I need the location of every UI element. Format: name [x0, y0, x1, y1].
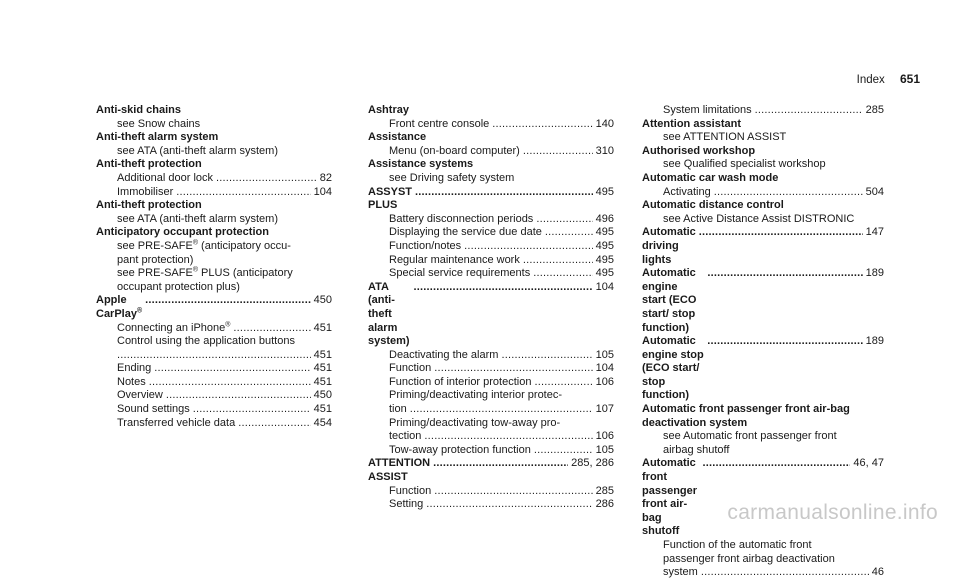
- subentry-text: tection: [389, 430, 422, 443]
- index-subentry: [642, 104, 884, 118]
- entry-title-text: Automatic engine start (ECO start/ stop function): [642, 267, 697, 334]
- leader-dots: [433, 457, 568, 471]
- page-header: [857, 72, 920, 86]
- index-entry-title: [642, 199, 884, 213]
- subentry-text: Function of the automatic front: [663, 539, 812, 551]
- index-subentry: [96, 254, 332, 268]
- entry-title-text: Attention assistant: [642, 117, 742, 130]
- subentry-text: see Qualified specialist workshop: [663, 158, 826, 171]
- page-reference[interactable]: 105: [595, 348, 614, 361]
- index-subentry: [642, 553, 884, 567]
- leader-dots: [492, 118, 592, 132]
- subentry-text: see ATA (anti-theft alarm system): [117, 212, 278, 225]
- entry-title-text: Anticipatory occupant protection: [96, 226, 269, 239]
- page-number: 651: [899, 72, 920, 86]
- leader-dots: [145, 294, 311, 308]
- index-subentry: [368, 172, 614, 186]
- index-subentry: [96, 145, 332, 159]
- entry-title-text: Automatic driving lights: [642, 226, 696, 266]
- page-reference[interactable]: 189: [865, 335, 884, 348]
- leader-dots: [501, 349, 592, 363]
- page-reference[interactable]: 82: [319, 171, 332, 184]
- index-subentry: [642, 430, 884, 444]
- index-subentry: [368, 118, 614, 132]
- page-reference[interactable]: 285: [595, 484, 614, 497]
- subentry-text: Transferred vehicle data: [117, 416, 236, 429]
- index-subentry: [642, 158, 884, 172]
- page-reference[interactable]: 495: [595, 239, 614, 252]
- index-subentry: [368, 226, 614, 240]
- index-subentry: [96, 362, 332, 376]
- leader-dots: [523, 145, 593, 159]
- page-reference[interactable]: 104: [595, 362, 614, 375]
- section-label: Index: [856, 74, 885, 86]
- entry-title-text: Automatic engine stop (ECO start/ stop function): [642, 335, 704, 402]
- index-entry-title: [642, 335, 884, 403]
- leader-dots: [176, 186, 310, 200]
- index-subentry: [96, 118, 332, 132]
- subentry-text: see Automatic front passenger front: [663, 430, 837, 443]
- index-subentry: [96, 322, 332, 336]
- index-entry-title: [642, 172, 884, 186]
- page-reference[interactable]: 496: [595, 212, 614, 225]
- index-subentry: [368, 240, 614, 254]
- page-reference[interactable]: 105: [595, 443, 614, 456]
- leader-dots: [216, 172, 317, 186]
- subentry-text: see PRE-SAFE® PLUS (anticipatory: [117, 266, 293, 280]
- leader-dots: [701, 566, 869, 580]
- index-column-1: [96, 104, 332, 430]
- leader-dots: [534, 376, 592, 390]
- entry-title-text: ASSYST PLUS: [368, 185, 413, 212]
- index-subentry: [368, 362, 614, 376]
- leader-dots: [117, 349, 311, 363]
- index-subentry: [368, 403, 614, 417]
- index-entry-title: [642, 145, 884, 159]
- page-reference[interactable]: 451: [313, 348, 332, 361]
- leader-dots: [413, 281, 592, 295]
- page-reference[interactable]: 107: [595, 403, 614, 416]
- index-entry-title: [368, 281, 614, 349]
- subentry-text: pant protection): [117, 253, 194, 266]
- leader-dots: [545, 226, 593, 240]
- subentry-text: Deactivating the alarm: [389, 348, 499, 361]
- subentry-text: Connecting an iPhone®: [117, 320, 231, 334]
- page-reference[interactable]: 189: [865, 267, 884, 280]
- leader-dots: [154, 362, 310, 376]
- leader-dots: [434, 485, 592, 499]
- page-reference[interactable]: 106: [595, 375, 614, 388]
- page-reference[interactable]: 285, 286: [571, 457, 614, 470]
- subentry-text: see Snow chains: [117, 117, 201, 130]
- subentry-text: Priming/deactivating tow-away pro-: [389, 416, 561, 429]
- index-subentry: [96, 281, 332, 295]
- subentry-text: Control using the application buttons: [117, 335, 295, 348]
- page-reference[interactable]: 140: [595, 117, 614, 130]
- entry-title-text: Anti-skid chains: [96, 104, 181, 116]
- index-entry-title: [96, 226, 332, 240]
- index-subentry: [368, 349, 614, 363]
- subentry-text: see ATA (anti-theft alarm system): [117, 144, 278, 157]
- index-subentry: [96, 335, 332, 349]
- subentry-text: Sound settings: [117, 403, 190, 416]
- index-entry-title: [96, 294, 332, 321]
- index-entry-title: [368, 131, 614, 145]
- index-subentry: [368, 254, 614, 268]
- index-entry-title: [96, 131, 332, 145]
- index-subentry: [96, 186, 332, 200]
- subentry-text: see Driving safety system: [389, 171, 515, 184]
- leader-dots: [415, 186, 593, 200]
- leader-dots: [410, 403, 593, 417]
- subentry-text: Notes: [117, 375, 146, 388]
- index-subentry: [642, 131, 884, 145]
- page-reference[interactable]: 106: [595, 430, 614, 443]
- index-entry-title: [368, 104, 614, 118]
- page-reference[interactable]: 147: [865, 226, 884, 239]
- index-entry-title: [368, 186, 614, 213]
- leader-dots: [755, 104, 863, 118]
- subentry-text: Regular maintenance work: [389, 253, 520, 266]
- index-entry-title: [642, 457, 884, 539]
- subentry-text: tion: [389, 403, 407, 416]
- subentry-text: see Active Distance Assist DISTRONIC: [663, 212, 855, 225]
- entry-title-text: Automatic car wash mode: [642, 171, 779, 184]
- leader-dots: [699, 226, 863, 240]
- leader-dots: [233, 322, 310, 336]
- subentry-text: Special service requirements: [389, 267, 531, 280]
- page-reference[interactable]: 286: [595, 498, 614, 511]
- index-subentry: [642, 186, 884, 200]
- page-reference[interactable]: 285: [865, 104, 884, 116]
- index-column-2: [368, 104, 614, 512]
- page-reference[interactable]: 310: [595, 144, 614, 157]
- subentry-text: airbag shutoff: [663, 443, 730, 456]
- subentry-text: Function of interior protection: [389, 375, 532, 388]
- subentry-text: see ATTENTION ASSIST: [663, 131, 787, 144]
- leader-dots: [536, 213, 592, 227]
- subentry-text: Immobiliser: [117, 185, 174, 198]
- leader-dots: [534, 444, 593, 458]
- page-reference[interactable]: 104: [595, 280, 614, 293]
- leader-dots: [238, 417, 310, 431]
- page-reference[interactable]: 451: [313, 362, 332, 375]
- subentry-text: Overview: [117, 389, 163, 402]
- subentry-text: Tow-away protection function: [389, 443, 531, 456]
- page-reference[interactable]: 46, 47: [853, 457, 884, 470]
- subentry-text: Priming/deactivating interior protec-: [389, 389, 563, 402]
- entry-title-text: Apple CarPlay®: [96, 294, 143, 320]
- subentry-text: System limitations: [663, 104, 752, 116]
- subentry-text: Activating: [663, 185, 711, 198]
- leader-dots: [424, 430, 592, 444]
- subentry-text: Ending: [117, 362, 152, 375]
- subentry-text: Setting: [389, 498, 424, 511]
- page-reference[interactable]: 104: [313, 185, 332, 198]
- entry-title-text: Assistance: [368, 131, 427, 144]
- index-subentry: [368, 267, 614, 281]
- leader-dots: [714, 186, 863, 200]
- index-subentry: [368, 430, 614, 444]
- index-entry-title: [642, 226, 884, 267]
- index-subentry: [642, 566, 884, 580]
- index-subentry: [368, 376, 614, 390]
- subentry-text: occupant protection plus): [117, 280, 240, 293]
- index-subentry: [96, 213, 332, 227]
- page-reference[interactable]: 495: [595, 226, 614, 239]
- page-reference[interactable]: 454: [313, 416, 332, 429]
- index-subentry: [368, 389, 614, 403]
- page-reference[interactable]: 451: [313, 321, 332, 334]
- subentry-text: Menu (on-board computer): [389, 144, 520, 157]
- leader-dots: [703, 457, 851, 471]
- index-subentry: [642, 539, 884, 553]
- index-entry-title: [96, 158, 332, 172]
- leader-dots: [426, 498, 592, 512]
- index-entry-title: [96, 199, 332, 213]
- index-entry-title: [368, 457, 614, 484]
- page-reference[interactable]: 495: [595, 253, 614, 266]
- subentry-text: Function/notes: [389, 239, 462, 252]
- index-subentry: [96, 417, 332, 431]
- page-reference[interactable]: 450: [313, 294, 332, 307]
- index-entry-title: [96, 104, 332, 118]
- entry-title-text: Automatic front passenger front air-bag shutoff: [642, 457, 698, 538]
- page-reference[interactable]: 451: [313, 375, 332, 388]
- leader-dots: [707, 267, 862, 281]
- subentry-text: Front centre console: [389, 117, 490, 130]
- entry-title-text: ATA (anti-theft alarm system): [368, 280, 410, 348]
- entry-title-text: Anti-theft alarm system: [96, 131, 219, 144]
- leader-dots: [464, 240, 592, 254]
- leader-dots: [523, 254, 593, 268]
- entry-title-text: Ashtray: [368, 104, 409, 116]
- subentry-text: Battery disconnection periods: [389, 212, 534, 225]
- index-subentry: [96, 172, 332, 186]
- subentry-text: Displaying the service due date: [389, 226, 542, 239]
- page-reference[interactable]: 46: [871, 566, 884, 579]
- index-subentry: [368, 498, 614, 512]
- index-subentry: [96, 240, 332, 254]
- entry-title-text: Automatic front passenger front air-bag deactivation system: [642, 403, 850, 429]
- leader-dots: [707, 335, 862, 349]
- page-reference[interactable]: 504: [865, 185, 884, 198]
- page-reference[interactable]: 495: [595, 185, 614, 198]
- entry-title-text: ATTENTION ASSIST: [368, 457, 431, 484]
- page-reference[interactable]: 451: [313, 403, 332, 416]
- subentry-text: see PRE-SAFE® (anticipatory occu-: [117, 239, 291, 252]
- index-entry-title: [642, 118, 884, 132]
- index-subentry: [368, 417, 614, 431]
- index-subentry: [368, 145, 614, 159]
- index-subentry: [368, 444, 614, 458]
- leader-dots: [193, 403, 311, 417]
- subentry-text: Additional door lock: [117, 171, 214, 184]
- watermark-text: carmanualsonline.info: [727, 501, 938, 524]
- subentry-text: passenger front airbag deactivation: [663, 552, 835, 565]
- leader-dots: [533, 267, 592, 281]
- index-subentry: [368, 213, 614, 227]
- subentry-text: Function: [389, 484, 432, 497]
- index-entry-title: [642, 267, 884, 335]
- page-reference[interactable]: 495: [595, 267, 614, 280]
- subentry-text: Function: [389, 362, 432, 375]
- index-subentry: [96, 403, 332, 417]
- entry-title-text: Authorised workshop: [642, 144, 756, 157]
- subentry-text: system: [663, 566, 698, 579]
- leader-dots: [166, 389, 311, 403]
- index-subentry: [96, 267, 332, 281]
- page-reference[interactable]: 450: [313, 389, 332, 402]
- index-subentry: [642, 444, 884, 458]
- index-subentry: [368, 485, 614, 499]
- index-entry-title: [368, 158, 614, 172]
- index-subentry: [96, 389, 332, 403]
- leader-dots: [149, 376, 311, 390]
- index-subentry: [642, 213, 884, 227]
- entry-title-text: Anti-theft protection: [96, 158, 202, 171]
- leader-dots: [434, 362, 592, 376]
- index-subentry: [96, 349, 332, 363]
- entry-title-text: Assistance systems: [368, 158, 474, 171]
- index-subentry: [96, 376, 332, 390]
- entry-title-text: Anti-theft protection: [96, 199, 202, 212]
- index-entry-title: [642, 403, 884, 430]
- entry-title-text: Automatic distance control: [642, 199, 784, 212]
